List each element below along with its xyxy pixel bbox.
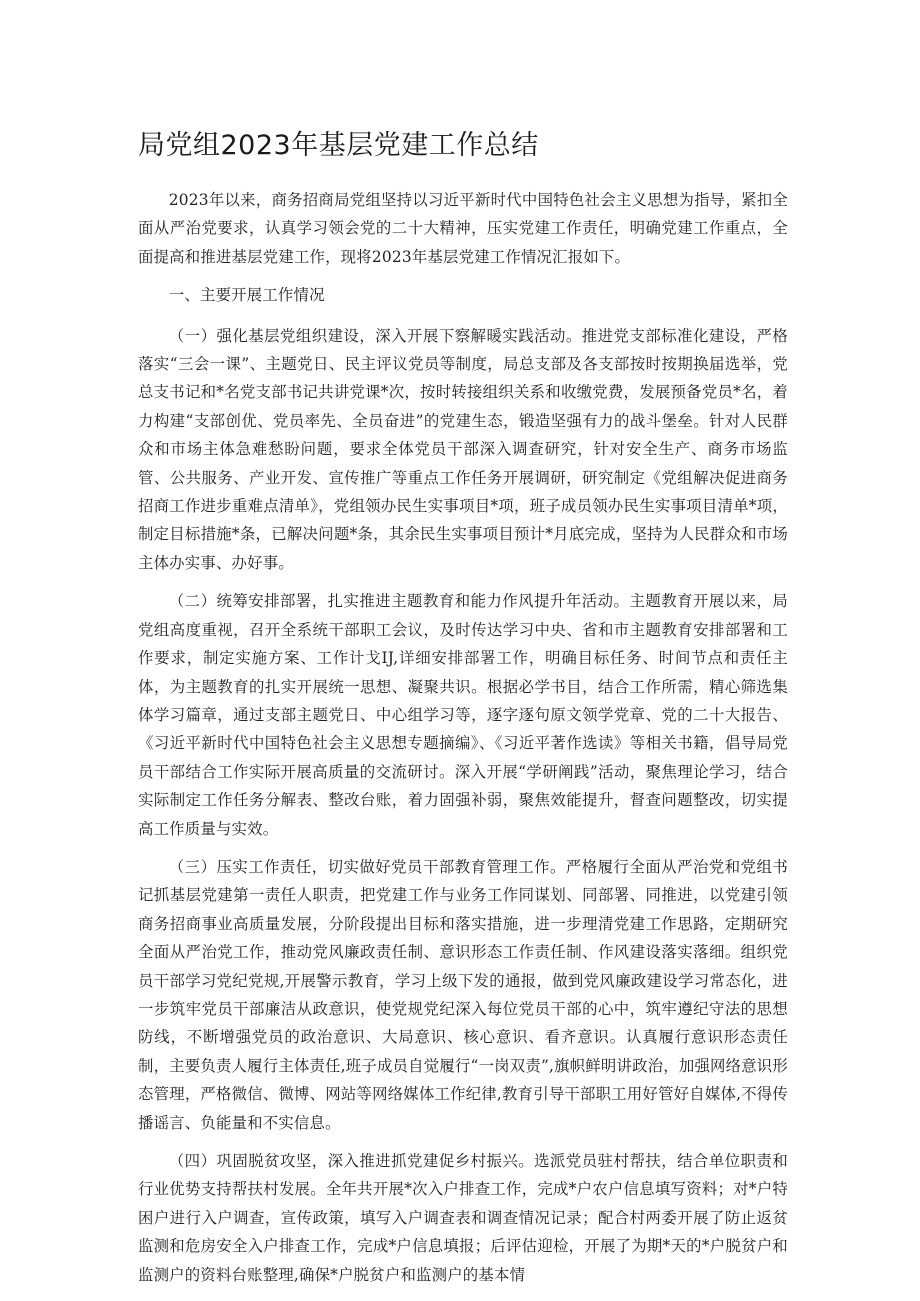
paragraph-rural-revitalization: （四）巩固脱贫攻坚，深入推进抓党建促乡村振兴。选派党员驻村帮扶，结合单位职责和行业优势支持帮扶村发展。全年共开展*次入户排查工作，完成*户农户信息填写资料；对*户特困户进行入户调查，宣传政策，填写入户调查表和调查情况记录；配合村两委开展了防止返贫监测和危房安全入户排查工作，完成*户信息填报；后评估迎检，开展了为期*天的*户脱贫户和监测户的资料台账整理,确保*户脱贫户和监测户的基本情	[138, 1152, 788, 1284]
paragraph-theme-education: （二）统筹安排部署，扎实推进主题教育和能力作风提升年活动。主题教育开展以来，局党组高度重视，召开全系统干部职工会议，及时传达学习中央、省和市主题教育安排部署和工作要求，制定实施方案、工作计戈IJ,详细安排部署工作，明确目标任务、时间节点和责任主体，为主题教育的扎实开展统一思想、凝聚共识。根据必学书目，结合工作所需，精心筛选集体学习篇章，通过支部主题党日、中心组学习等，逐字逐句原文领学党章、党的二十大报告、《习近平新时代中国特色社会主义思想专题摘编》、《习近平著作选读》等相关书籍，倡导局党员干部结合工作实际开展高质量的交流研讨。深入开展“学研阐践”活动，聚焦理论学习，结合实际制定工作任务分解表、整改台账，着力固强补弱，聚焦效能提升，督查问题整改，切实提高工作质量与实效。	[138, 592, 788, 838]
intro-paragraph: 2023年以来，商务招商局党组坚持以习近平新时代中国特色社会主义思想为指导，紧扣全面从严治党要求，认真学习领会党的二十大精神，压实党建工作责任，明确党建工作重点，全面提高和推进基层党建工作，现将2023年基层党建工作情况汇报如下。	[138, 191, 788, 266]
paragraph-party-organization: （一）强化基层党组织建设，深入开展下察解暖实践活动。推进党支部标准化建设，严格落实“三会一课”、主题党日、民主评议党员等制度，局总支部及各支部按时按期换届选举，党总支书记和*名党支部书记共讲党课*次，按时转接组织关系和收缴党费，发展预备党员*名，着力构建“支部创优、党员率先、全员奋进”的党建生态，锻造坚强有力的战斗堡垒。针对人民群众和市场主体急难愁盼问题，要求全体党员干部深入调查研究，针对安全生产、商务市场监管、公共服务、产业开发、宣传推广等重点工作任务开展调研，研究制定《党组解决促进商务招商工作进步重难点清单》，党组领办民生实事项目*项，班子成员领办民生实事项目清单*项，制定目标措施*条，已解决问题*条，其余民生实事项目预计*月底完成，坚持为人民群众和市场主体办实事、办好事。	[138, 326, 788, 572]
paragraph-work-responsibility: （三）压实工作责任，切实做好党员干部教育管理工作。严格履行全面从严治党和党组书记抓基层党建第一责任人职责，把党建工作与业务工作同谋划、同部署、同推进，以党建引领商务招商事业高质量发展，分阶段提出目标和落实措施，进一步理清党建工作思路，定期研究全面从严治党工作，推动党风廉政责任制、意识形态工作责任制、作风建设落实落细。组织党员干部学习党纪党规,开展警示教育，学习上级下发的通报，做到党风廉政建设学习常态化，进一步筑牢党员干部廉洁从政意识，使党规党纪深入每位党员干部的心中，筑牢遵纪守法的思想防线，不断增强党员的政治意识、大局意识、核心意识、看齐意识。认真履行意识形态责任制，主要负责人履行主体责任,班子成员自觉履行“一岗双责”,旗帜鲜明讲政治，加强网络意识形态管理，严格微信、微博、网站等网络媒体工作纪律,教育引导干部职工用好管好自媒体,不得传播谣言、负能量和不实信息。	[138, 857, 788, 1132]
document-title: 局党组2023年基层党建工作总结	[138, 130, 539, 161]
section-heading: 一、主要开展工作情况	[168, 286, 325, 305]
document-page	[138, 120, 788, 1299]
